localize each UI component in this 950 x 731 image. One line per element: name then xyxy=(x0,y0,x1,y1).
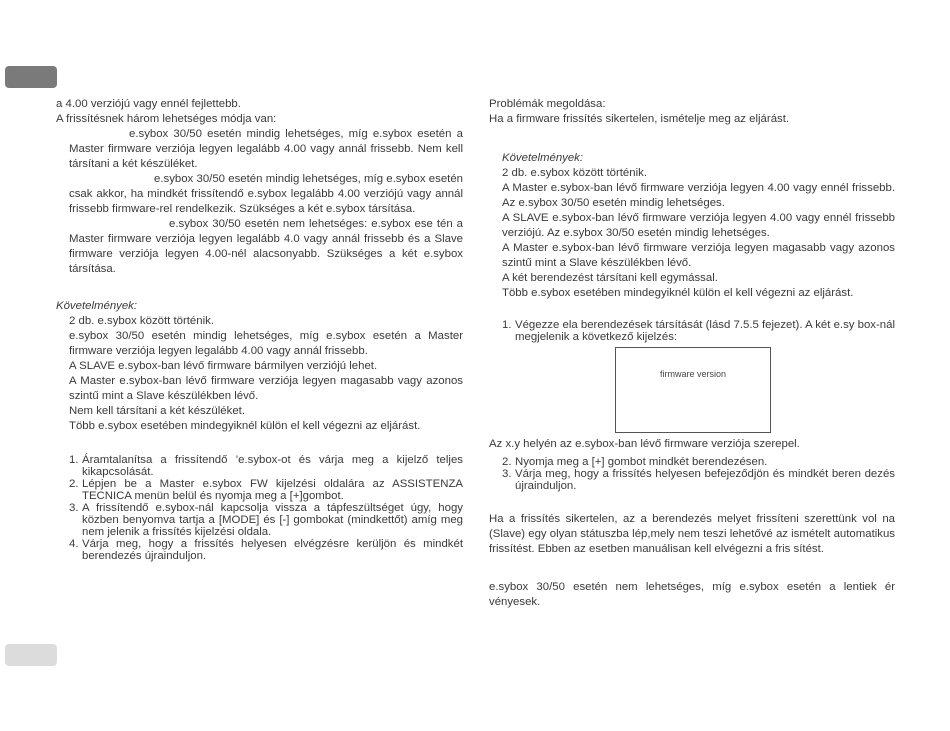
step-text: Nyomja meg a [+] gombot mindkét berendezésen. xyxy=(515,456,768,468)
step-text: A frissítendő e.sybox-nál kapcsolja vissza a tápfeszültséget úgy, hogy közben benyomva tartja a [MODE] és [-] gombokat (mindkettőt) amíg meg nem jelenik a frissítés kijelzési oldala. xyxy=(82,502,463,538)
step-text: Várja meg, hogy a frissítés helyesen befejeződjön és mindkét beren dezés újrainduljon. xyxy=(515,468,895,492)
requirement-item: 2 db. e.sybox között történik. xyxy=(502,167,647,179)
firmware-display-box xyxy=(615,347,771,433)
chapter-tab xyxy=(5,66,57,88)
requirement-item: A Master e.sybox-ban lévő firmware verziója legyen 4.00 vagy ennél frissebb. Az e.sybox 30/50 esetén mindig lehetséges. xyxy=(502,182,895,209)
left-column xyxy=(56,97,463,562)
step-text: Végezze ela berendezések társítását (lásd 7.5.5 fejezet). A két e.sy box-nál megjelenik a következő kijelzés: xyxy=(515,319,895,343)
procedure-step xyxy=(489,319,895,343)
right-column xyxy=(489,97,895,610)
step-text: Várja meg, hogy a frissítés helyesen elvégzésre kerüljön és mindkét berendezés újrainduljon. xyxy=(82,538,463,562)
procedure-step xyxy=(56,502,463,538)
requirement-item: Több e.sybox esetében mindegyiknél külön el kell végezni az eljárást. xyxy=(69,420,421,432)
problems-text: Ha a firmware frissítés sikertelen, ismételje meg az eljárást. xyxy=(489,113,790,125)
requirement-item: A Master e.sybox-ban lévő firmware verziója legyen magasabb vagy azonos szintű mint a Slave készülékben lévő. xyxy=(502,242,895,269)
requirement-item: 2 db. e.sybox között történik. xyxy=(69,315,214,327)
procedure-step xyxy=(489,456,895,468)
requirements-title: Követelmények: xyxy=(56,300,138,312)
failure-text: Ha a frissítés sikertelen, az a berendezés melyet frissíteni szerettünk vol na (Slave) egy olyan státuszba lép,mely nem teszi lehetővé az ismételt automatikus frissítést. Ebben az esetben manuálisan kell elvégezni a fris sítést. xyxy=(489,513,895,555)
requirement-item: A SLAVE e.sybox-ban lévő firmware bármilyen verziójú lehet. xyxy=(69,360,378,372)
requirements-title: Követelmények: xyxy=(502,152,584,164)
requirement-item: e.sybox 30/50 esetén mindig lehetséges, míg e.sybox esetén a Master firmware verziója legyen legalább 4.00 vagy annál frissebb. xyxy=(69,330,463,357)
requirement-item: Nem kell társítani a két készüléket. xyxy=(69,405,245,417)
version-note: Az x.y helyén az e.sybox-ban lévő firmware verziója szerepel. xyxy=(489,438,800,450)
step-number: 1. xyxy=(502,319,512,331)
procedure-step xyxy=(56,538,463,562)
requirement-item: A két berendezést társítani kell egymással. xyxy=(502,272,718,284)
intro-line: A frissítésnek három lehetséges módja van: xyxy=(56,113,277,125)
update-mode: e.sybox 30/50 esetén nem lehetséges: e.sybox ese tén a Master firmware verziója legyen legalább 4.0 vagy annál frissebb és a Slave firmware verziója legyen 4.00-nél alacsonyabb. Szükséges a két e.sybox társítása. xyxy=(69,218,463,275)
update-mode: e.sybox 30/50 esetén mindig lehetséges, míg e.sybox esetén a Master firmware verziója legyen legalább 4.00 vagy annál frissebb. Nem kell társítani a két készüléket. xyxy=(69,128,463,170)
procedure-step xyxy=(489,468,895,492)
procedure-step xyxy=(56,478,463,502)
firmware-version-label: firmware version xyxy=(659,369,726,379)
step-text: Áramtalanítsa a frissítendő ’e.sybox-ot és várja meg a kijelző teljes kikapcsolását. xyxy=(82,454,463,478)
problems-title: Problémák megoldása: xyxy=(489,98,606,110)
page-tab xyxy=(5,644,57,666)
step-number: 2. xyxy=(69,478,79,490)
step-number: 4. xyxy=(69,538,79,550)
intro-line: a 4.00 verziójú vagy ennél fejlettebb. xyxy=(56,98,241,110)
step-text: Lépjen be a Master e.sybox FW kijelzési oldalára az ASSISTENZA TECNICA menün belül és nyomja meg a [+]gombot. xyxy=(82,478,463,502)
procedure-step xyxy=(56,454,463,478)
final-text: e.sybox 30/50 esetén nem lehetséges, míg e.sybox esetén a lentiek ér vényesek. xyxy=(489,581,895,608)
requirement-item: Több e.sybox esetében mindegyiknél külön el kell végezni az eljárást. xyxy=(502,287,854,299)
requirement-item: A SLAVE e.sybox-ban lévő firmware verziója legyen 4.00 vagy ennél frissebb verziójú. Az e.sybox 30/50 esetén mindig lehetséges. xyxy=(502,212,895,239)
step-number: 3. xyxy=(502,468,512,480)
step-number: 2. xyxy=(502,456,512,468)
step-number: 1. xyxy=(69,454,79,466)
update-mode: e.sybox 30/50 esetén mindig lehetséges, míg e.sybox esetén csak akkor, ha mindkét frissítendő e.sybox legalább 4.00 verziójú vagy annál frissebb firmware-rel rendelkezik. Szükséges a két e.sybox társítása. xyxy=(69,173,463,215)
step-number: 3. xyxy=(69,502,79,514)
requirement-item: A Master e.sybox-ban lévő firmware verziója legyen magasabb vagy azonos szintű mint a Slave készülékben lévő. xyxy=(69,375,463,402)
